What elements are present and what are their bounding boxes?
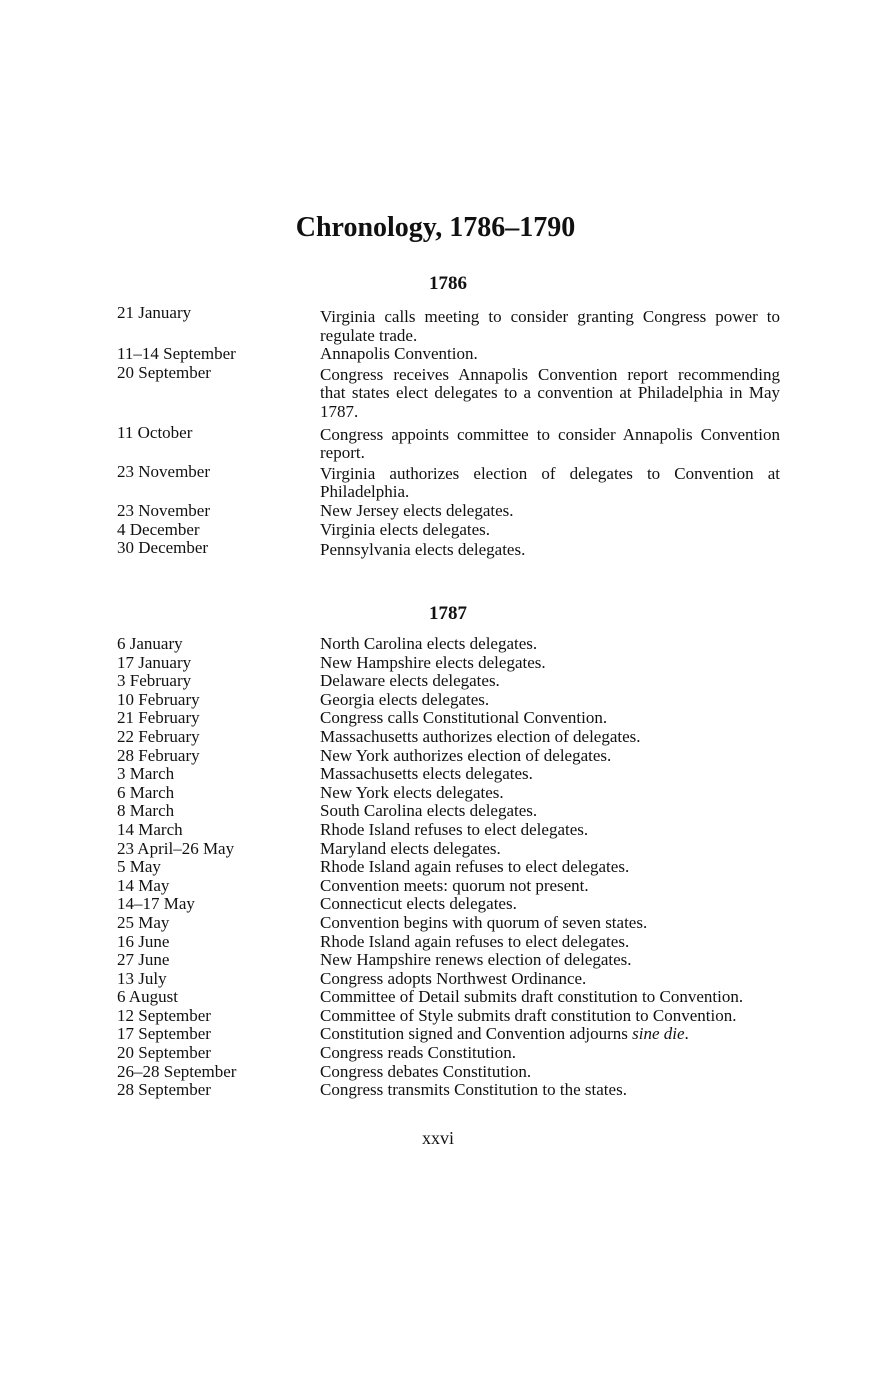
entry-date: 3 March (117, 764, 175, 784)
chronology-entry (0, 709, 871, 728)
chronology-entry (0, 858, 871, 877)
entry-text: North Carolina elects delegates. (320, 634, 538, 653)
chronology-entry (0, 970, 871, 989)
entry-text: Rhode Island refuses to elect delegates. (320, 819, 589, 839)
entry-text: Maryland elects delegates. (320, 838, 501, 858)
year-heading-1787: 1787 (429, 603, 467, 624)
entry-text: Congress adopts Northwest Ordinance. (320, 968, 587, 988)
chronology-entry (0, 364, 871, 422)
entry-date: 27 June (117, 950, 170, 970)
entry-date: 17 September (117, 1024, 211, 1044)
entry-date: 21 January (117, 303, 192, 322)
entry-date: 6 March (117, 782, 175, 802)
entry-text (320, 1025, 780, 1044)
entry-date: 8 March (117, 801, 175, 821)
chronology-entry (0, 539, 871, 560)
chronology-entry (0, 988, 871, 1007)
entry-text: Congress receives Annapolis Convention report recommending that states elect delegates to a convention at Philadelphia in May 1787. (320, 364, 780, 421)
chronology-section-1786 (0, 304, 871, 560)
entry-text-main: Constitution signed and Convention adjourns (320, 1024, 628, 1044)
chronology-entry (0, 1044, 871, 1063)
entry-date: 10 February (117, 689, 200, 709)
entry-date: 20 September (117, 362, 211, 382)
chronology-entry (0, 502, 871, 521)
entry-text: Convention begins with quorum of seven states. (320, 912, 648, 932)
entry-date: 28 February (117, 745, 200, 765)
chronology-entry (0, 654, 871, 673)
chronology-entry (0, 914, 871, 933)
entry-date: 4 December (117, 519, 200, 539)
entry-text: New Hampshire renews election of delegates. (320, 950, 632, 970)
chronology-entry (0, 802, 871, 821)
entry-date: 3 February (117, 671, 192, 691)
entry-text: Annapolis Convention. (320, 344, 478, 364)
entry-text: Rhode Island again refuses to elect delegates. (320, 931, 630, 951)
entry-text: New York authorizes election of delegates. (320, 745, 612, 765)
entry-text: Delaware elects delegates. (320, 671, 500, 691)
entry-text: South Carolina elects delegates. (320, 801, 538, 821)
chronology-entry (0, 1007, 871, 1026)
entry-date: 14 March (117, 819, 183, 839)
entry-date: 11 October (117, 422, 193, 442)
entry-date: 23 November (117, 461, 211, 481)
entry-date: 14 May (117, 875, 170, 895)
entry-text: Committee of Style submits draft constitution to Convention. (320, 1005, 737, 1025)
entry-text: New Jersey elects delegates. (320, 500, 514, 520)
chronology-entry (0, 463, 871, 502)
page-title: Chronology, 1786–1790 (295, 212, 576, 243)
entry-text: Pennsylvania elects delegates. (320, 540, 526, 560)
chronology-entry (0, 728, 871, 747)
chronology-entry (0, 424, 871, 463)
entry-date: 14–17 May (117, 894, 195, 914)
chronology-entry (0, 747, 871, 766)
entry-text: Virginia calls meeting to consider granting Congress power to regulate trade. (320, 307, 780, 345)
entry-date: 22 February (117, 726, 200, 746)
chronology-entry (0, 345, 871, 364)
entry-text: Congress appoints committee to consider Annapolis Convention report. (320, 424, 780, 463)
chronology-entry (0, 1081, 871, 1100)
entry-text-tail: . (684, 1024, 689, 1044)
entry-date: 13 July (117, 968, 167, 988)
chronology-entry (0, 521, 871, 540)
entry-text-italic: sine die (632, 1024, 685, 1044)
entry-text: New Hampshire elects delegates. (320, 652, 546, 672)
chronology-entry (0, 765, 871, 784)
entry-date: 16 June (117, 931, 170, 951)
entry-text: Massachusetts authorizes election of delegates. (320, 726, 641, 746)
entry-text: Virginia authorizes election of delegates to Convention at Philadelphia. (320, 463, 780, 502)
entry-text: Georgia elects delegates. (320, 689, 490, 709)
entry-date: 25 May (117, 912, 170, 932)
chronology-entry (0, 1063, 871, 1082)
chronology-entry (0, 672, 871, 691)
chronology-entry (0, 821, 871, 840)
chronology-entry (0, 691, 871, 710)
chronology-entry (0, 840, 871, 859)
entry-date: 30 December (117, 538, 209, 558)
entry-date: 6 January (117, 634, 183, 653)
entry-text: Massachusetts elects delegates. (320, 764, 533, 784)
entry-date: 23 April–26 May (117, 838, 235, 858)
entry-date: 26–28 September (117, 1061, 237, 1081)
entry-date: 6 August (117, 987, 178, 1007)
entry-date: 28 September (117, 1080, 211, 1100)
entry-date: 5 May (117, 857, 161, 877)
entry-date: 23 November (117, 500, 211, 520)
chronology-entry (0, 877, 871, 896)
chronology-section-1787 (0, 635, 871, 1100)
entry-text: Convention meets: quorum not present. (320, 875, 589, 895)
entry-text: New York elects delegates. (320, 782, 504, 802)
entry-text: Congress debates Constitution. (320, 1061, 532, 1081)
page-number: xxvi (421, 1128, 454, 1148)
chronology-entry (0, 951, 871, 970)
entry-date: 12 September (117, 1005, 211, 1025)
entry-text: Congress calls Constitutional Convention. (320, 708, 608, 728)
entry-text: Congress transmits Constitution to the states. (320, 1080, 627, 1100)
entry-text: Connecticut elects delegates. (320, 894, 517, 914)
entry-text: Congress reads Constitution. (320, 1043, 516, 1063)
entry-date: 11–14 September (117, 344, 236, 364)
entry-date: 21 February (117, 708, 200, 728)
chronology-entry (0, 635, 871, 654)
chronology-entry (0, 304, 871, 345)
chronology-entry (0, 895, 871, 914)
entry-text: Committee of Detail submits draft constitution to Convention. (320, 987, 744, 1007)
entry-text: Virginia elects delegates. (320, 519, 491, 539)
chronology-entry (0, 933, 871, 952)
entry-text: Rhode Island again refuses to elect delegates. (320, 857, 630, 877)
year-heading-1786: 1786 (429, 273, 467, 294)
entry-date: 20 September (117, 1043, 211, 1063)
chronology-entry (0, 784, 871, 803)
chronology-entry (0, 1025, 871, 1044)
entry-date: 17 January (117, 652, 192, 672)
